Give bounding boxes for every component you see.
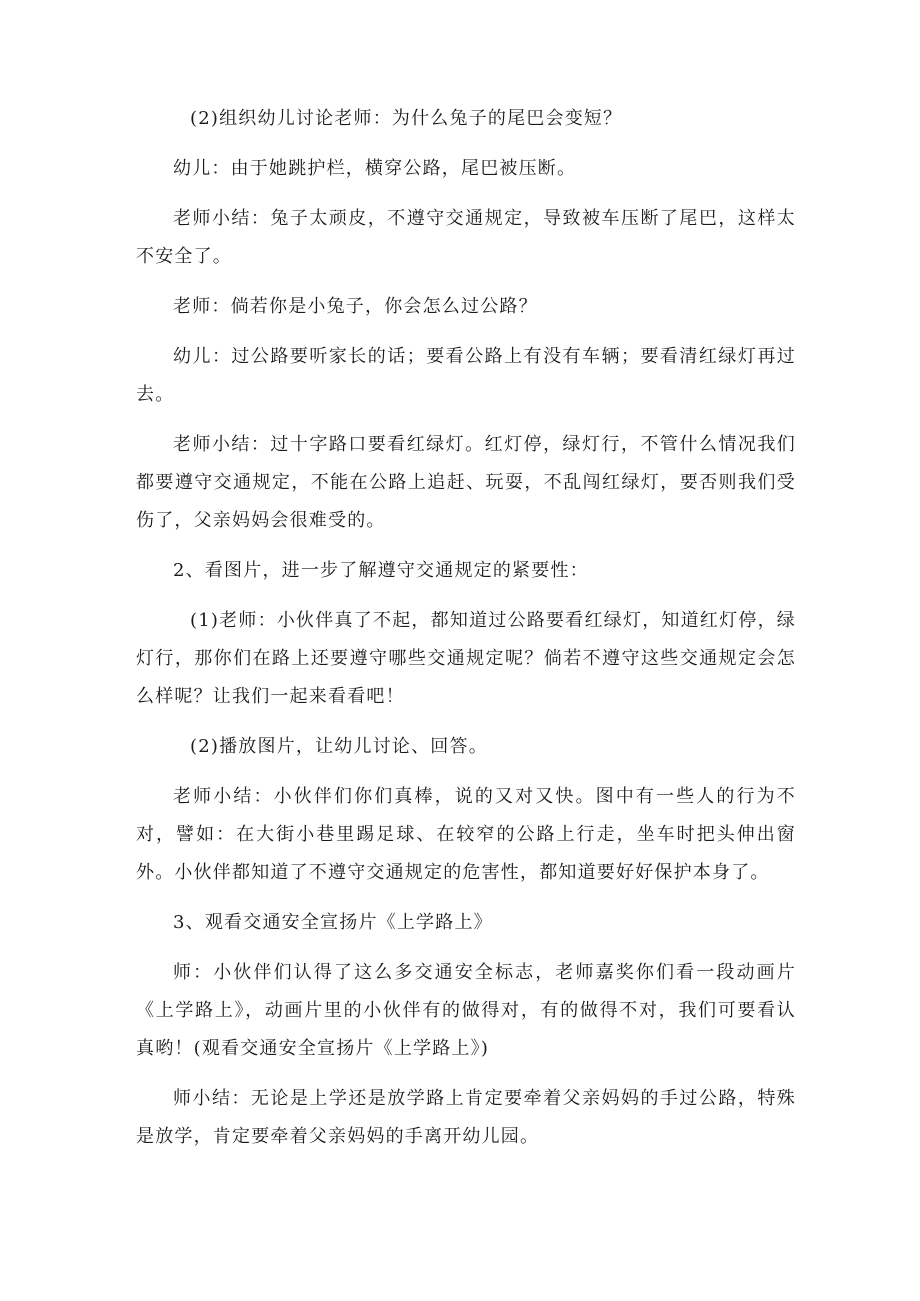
paragraph-teacher-summary-1: 老师小结：兔子太顽皮，不遵守交通规定，导致被车压断了尾巴，这样太不安全了。 (136, 208, 796, 267)
paragraph-teacher-final-summary: 师小结：无论是上学还是放学路上肯定要牵着父亲妈妈的手过公路，特殊是放学，肯定要牵着父亲妈妈的手离开幼儿园。 (136, 1088, 796, 1147)
document-body (136, 100, 796, 1156)
paragraph-child-answer-2: 幼儿：过公路要听家长的话；要看公路上有没有车辆；要看清红绿灯再过去。 (136, 346, 796, 405)
paragraph-teacher-question-2: 老师：倘若你是小兔子，你会怎么过公路？ (173, 296, 538, 317)
paragraph-section-3-heading: 3、观看交通安全宣扬片《上学路上》 (173, 912, 493, 933)
paragraph-section-2-heading: 2、看图片，进一步了解遵守交通规定的紧要性： (173, 560, 589, 581)
paragraph-teacher-prompt: (1)老师：小伙伴真了不起，都知道过公路要看红绿灯，知道红灯停，绿灯行，那你们在路上还要遵守哪些交通规定呢？倘若不遵守这些交通规定会怎么样呢？让我们一起来看看吧！ (136, 610, 796, 707)
paragraph-teacher-summary-2: 老师小结：过十字路口要看红绿灯。红灯停，绿灯行，不管什么情况我们都要遵守交通规定，不能在公路上追赶、玩耍，不乱闯红绿灯，要否则我们受伤了，父亲妈妈会很难受的。 (136, 434, 796, 531)
paragraph-play-pictures: (2)播放图片，让幼儿讨论、回答。 (190, 736, 488, 757)
paragraph-teacher-video-intro: 师：小伙伴们认得了这么多交通安全标志，老师嘉奖你们看一段动画片《上学路上》，动画片里的小伙伴有的做得对，有的做得不对，我们可要看认真哟！(观看交通安全宣扬片《上学路上》) (136, 962, 796, 1059)
paragraph-discussion-question: (2)组织幼儿讨论老师：为什么兔子的尾巴会变短？ (190, 108, 623, 129)
paragraph-child-answer-1: 幼儿：由于她跳护栏，横穿公路，尾巴被压断。 (173, 158, 577, 179)
paragraph-teacher-summary-3: 老师小结：小伙伴们你们真棒，说的又对又快。图中有一些人的行为不对，譬如：在大街小巷里踢足球、在较窄的公路上行走，坐车时把头伸出窗外。小伙伴都知道了不遵守交通规定的危害性，都知道要好好保护本身了。 (136, 786, 796, 883)
